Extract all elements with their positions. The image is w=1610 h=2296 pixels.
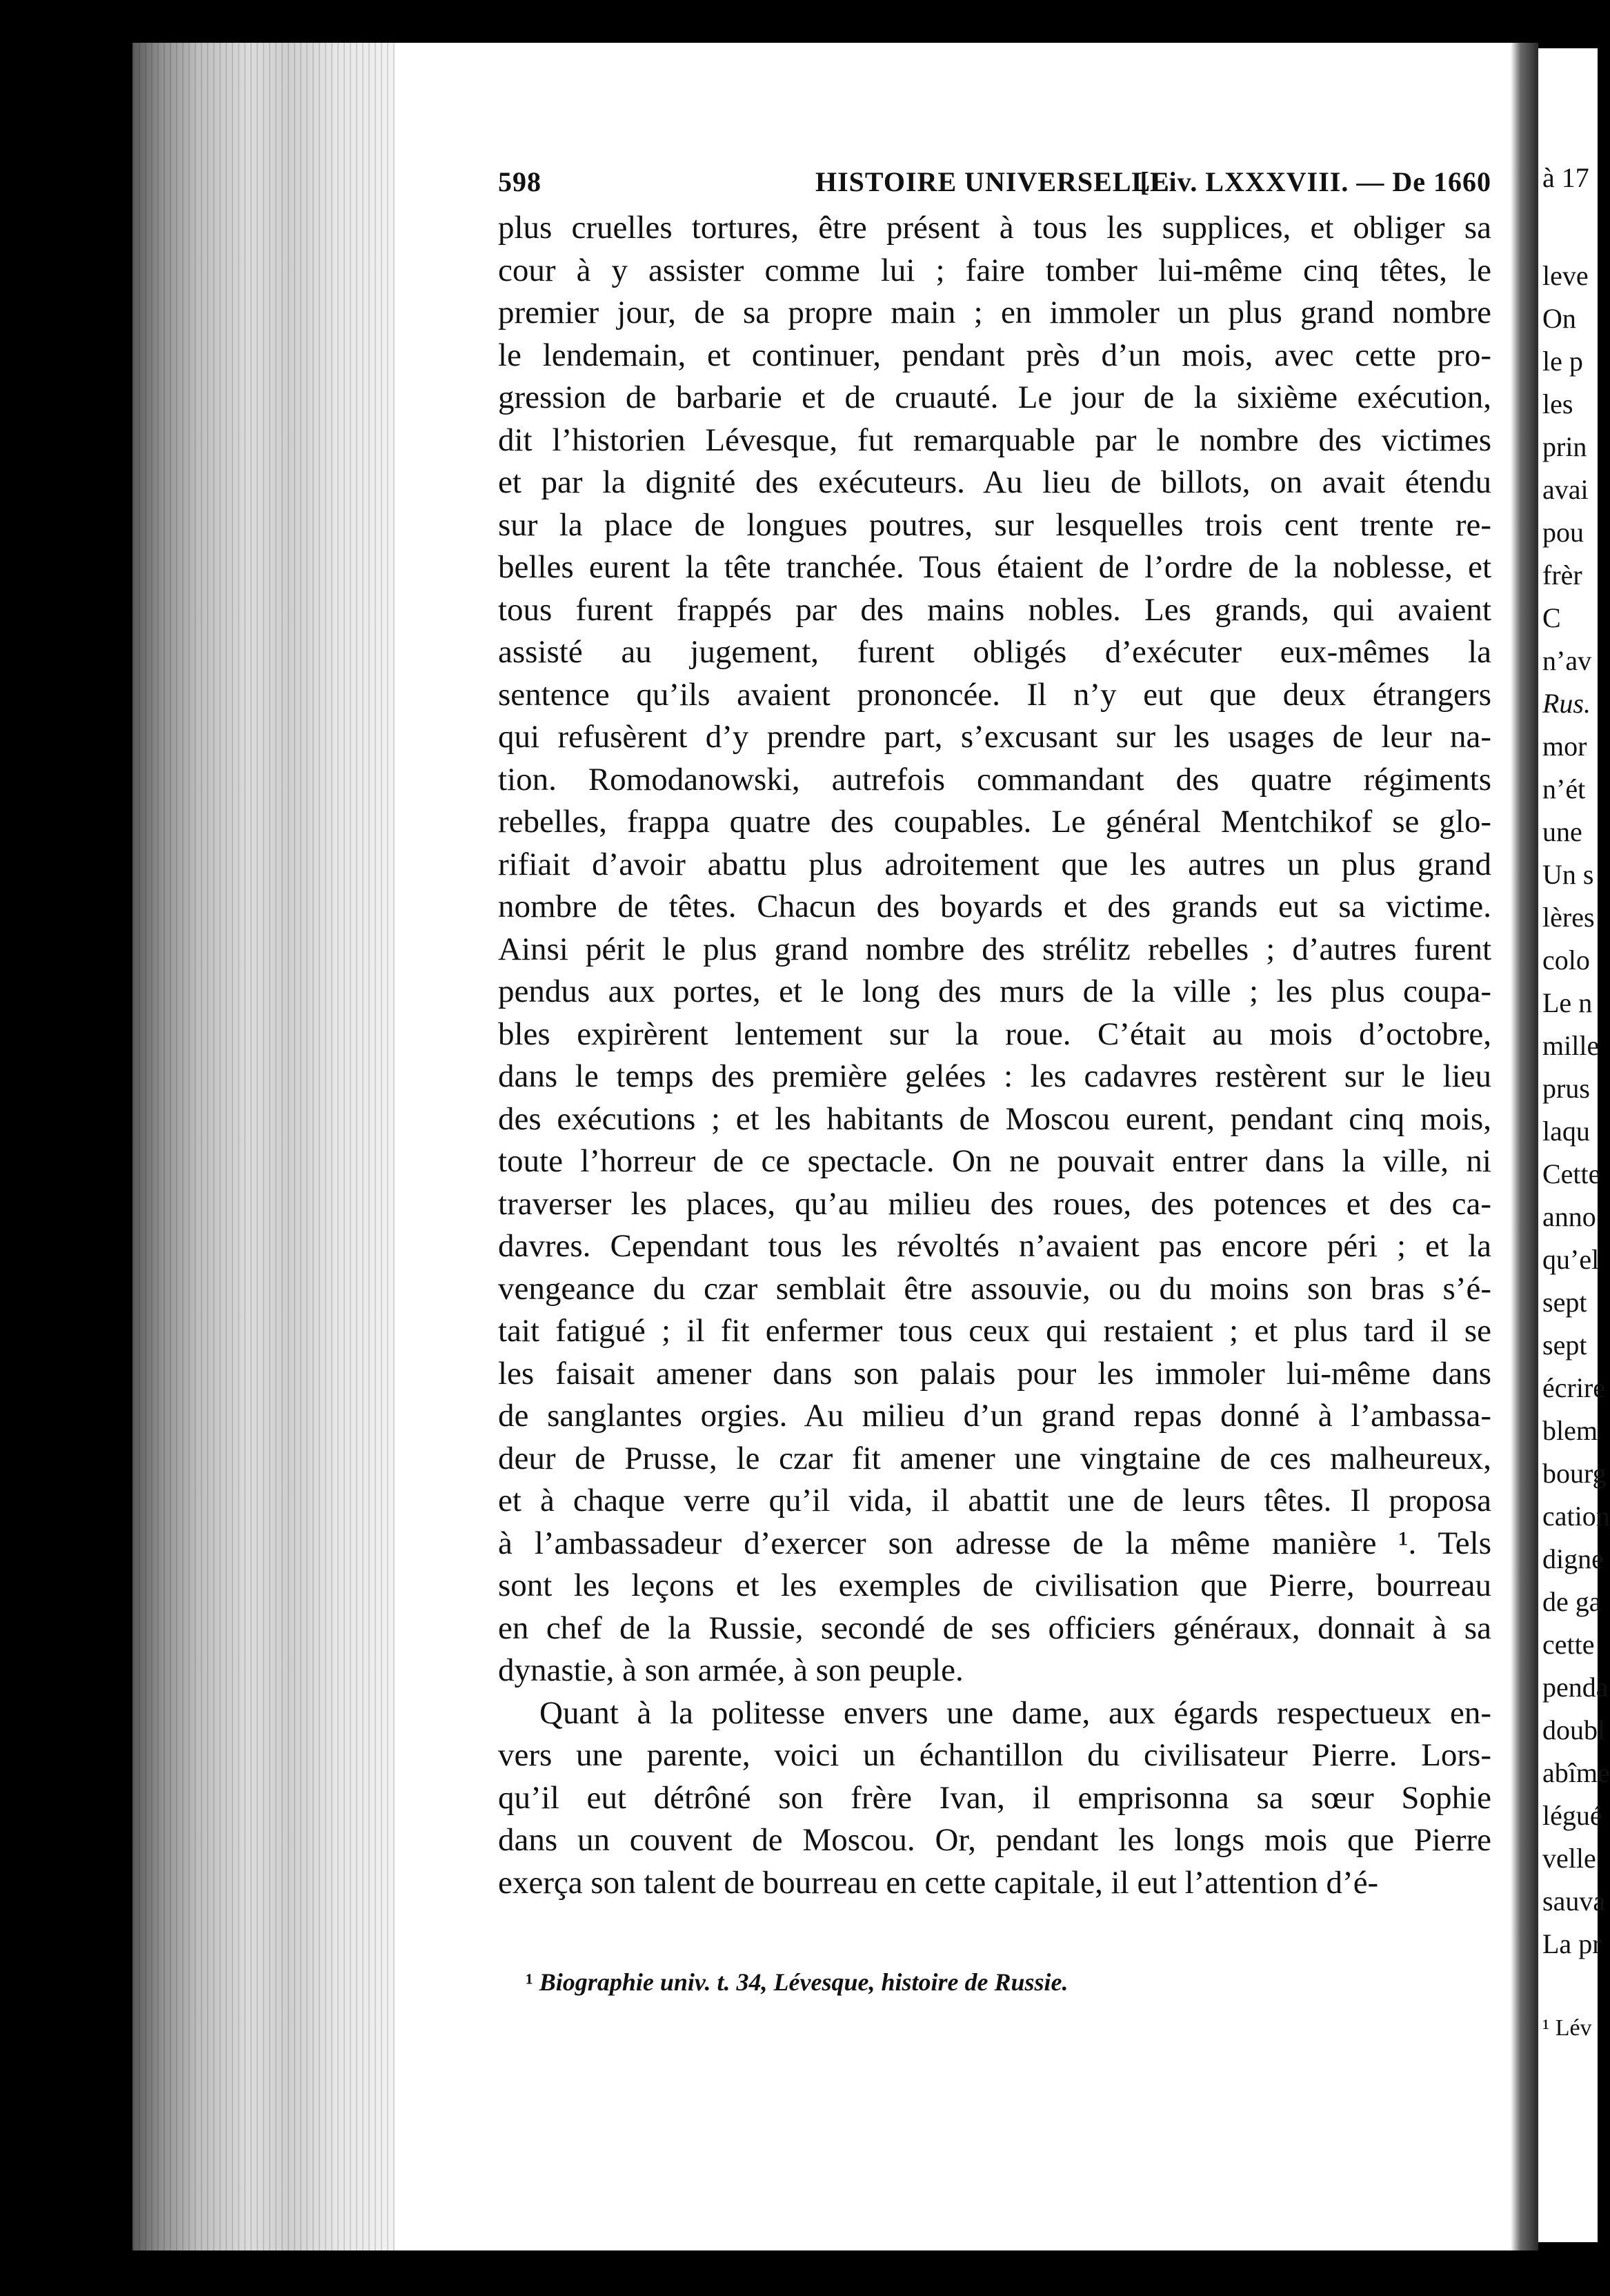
facing-page-fragment: [1538, 48, 1610, 2242]
facing-line: penda: [1542, 1672, 1609, 1703]
text-line: premier jour, de sa propre main ; en immoler un plus grand nombre: [498, 295, 1491, 330]
facing-line: qu’el: [1542, 1244, 1600, 1275]
facing-line: prin: [1542, 431, 1587, 462]
page-edges-stack: [132, 43, 395, 2250]
text-line: traverser les places, qu’au milieu des roues, des potences et des ca-: [498, 1185, 1491, 1222]
text-line: dit l’historien Lévesque, fut remarquable par le nombre des victimes: [498, 422, 1491, 458]
facing-line: avai: [1542, 474, 1589, 505]
text-line: deur de Prusse, le czar fit amener une vingtaine de ces malheureux,: [498, 1440, 1491, 1476]
facing-line: sept: [1542, 1329, 1587, 1360]
running-title: HISTOIRE UNIVERSELLE: [815, 166, 1170, 197]
book-gutter: [1511, 43, 1538, 2250]
facing-line: doubl: [1542, 1714, 1606, 1745]
text-line: nombre de têtes. Chacun des boyards et des grands eut sa victime.: [498, 889, 1491, 924]
text-line: tous furent frappés par des mains nobles. Les grands, qui avaient: [498, 591, 1491, 628]
text-line: rebelles, frappa quatre des coupables. Le général Mentchikof se glo-: [498, 804, 1491, 840]
text-line: qu’il eut détrôné son frère Ivan, il emprisonna sa sœur Sophie: [498, 1779, 1491, 1816]
facing-line: de ga: [1542, 1586, 1602, 1617]
facing-line: prus: [1542, 1073, 1590, 1104]
facing-line: pou: [1542, 517, 1584, 548]
facing-line: n’ét: [1542, 773, 1586, 804]
footnote-mark: ¹: [526, 1968, 533, 1996]
facing-line: sept: [1542, 1287, 1587, 1318]
text-line: dans le temps des première gelées : les cadavres restèrent sur le lieu: [498, 1058, 1491, 1094]
facing-line: une: [1542, 816, 1582, 847]
text-line: sur la place de longues poutres, sur lesquelles trois cent trente re-: [498, 506, 1491, 543]
text-line: bles expirèrent lentement sur la roue. C’était au mois d’octobre,: [498, 1016, 1491, 1052]
text-line: pendus aux portes, et le long des murs de la ville ; les plus coupa-: [498, 973, 1491, 1009]
facing-line: mor: [1542, 731, 1587, 762]
facing-line: mille: [1542, 1030, 1600, 1061]
facing-line: blem: [1542, 1415, 1598, 1446]
text-line: dynastie, à son armée, à son peuple.: [498, 1652, 964, 1688]
running-section: [Liv. LXXXVIII. — De 1660: [1140, 166, 1491, 197]
text-line: tait fatigué ; il fit enfermer tous ceux qui restaient ; et plus tard il se: [498, 1313, 1491, 1349]
text-line: assisté au jugement, furent obligés d’exécuter eux-mêmes la: [498, 634, 1491, 670]
text-line: et à chaque verre qu’il vida, il abattit une de leurs têtes. Il proposa: [498, 1483, 1491, 1518]
text-line: de sanglantes orgies. Au milieu d’un grand repas donné à l’ambassa-: [498, 1398, 1491, 1434]
page-number: 598: [498, 166, 541, 197]
facing-line: velle: [1542, 1843, 1596, 1874]
text-line: Ainsi périt le plus grand nombre des strélitz rebelles ; d’autres furent: [498, 931, 1491, 967]
text-line: cour à y assister comme lui ; faire tomber lui-même cinq têtes, le: [498, 252, 1491, 288]
facing-line: les: [1542, 388, 1573, 419]
facing-line: cation: [1542, 1501, 1610, 1532]
facing-line: Cette: [1542, 1158, 1601, 1189]
text-line: vers une parente, voici un échantillon du civilisateur Pierre. Lors-: [498, 1737, 1491, 1773]
facing-line: Le n: [1542, 987, 1593, 1018]
text-line: gression de barbarie et de cruauté. Le jour de la sixième exécution,: [498, 379, 1491, 415]
text-line: le lendemain, et continuer, pendant près d’un mois, avec cette pro-: [498, 337, 1491, 373]
text-line: les faisait amener dans son palais pour les immoler lui-même dans: [498, 1355, 1491, 1392]
facing-line: bourg: [1542, 1458, 1607, 1489]
facing-line: lères: [1542, 902, 1595, 933]
facing-line: écrire: [1542, 1372, 1606, 1403]
text-line: en chef de la Russie, secondé de ses officiers généraux, donnait à sa: [498, 1610, 1491, 1646]
text-line: vengeance du czar semblait être assouvie, ou du moins son bras s’é-: [498, 1270, 1491, 1307]
facing-line: La pr: [1542, 1928, 1602, 1959]
text-line: qui refusèrent d’y prendre part, s’excusant sur les usages de leur na-: [498, 719, 1491, 755]
facing-line: anno: [1542, 1201, 1596, 1232]
text-line: Quant à la politesse envers une dame, aux égards respectueux en-: [539, 1694, 1491, 1731]
facing-line: Un s: [1542, 859, 1594, 890]
paragraph-2: [498, 1692, 1491, 1905]
facing-line: le p: [1542, 346, 1583, 377]
running-header: [498, 166, 1491, 207]
facing-line: On: [1542, 303, 1576, 334]
facing-footnote: ¹ Lév: [1542, 2015, 1592, 2041]
page-body: [498, 207, 1491, 1904]
facing-line: Rus.: [1542, 688, 1591, 719]
footnote-text: Biographie univ. t. 34, Lévesque, histoire de Russie.: [539, 1968, 1069, 1996]
facing-line: légué: [1542, 1800, 1602, 1831]
footnote: [526, 1968, 1491, 1997]
text-line: et par la dignité des exécuteurs. Au lieu de billots, on avait étendu: [498, 464, 1491, 500]
facing-line: abîme: [1542, 1757, 1610, 1788]
text-line: sont les leçons et les exemples de civilisation que Pierre, bourreau: [498, 1567, 1491, 1603]
facing-line: n’av: [1542, 645, 1592, 676]
facing-line: frèr: [1542, 560, 1582, 591]
facing-page-header: à 17: [1542, 162, 1589, 193]
text-line: plus cruelles tortures, être présent à tous les supplices, et obliger sa: [498, 210, 1491, 246]
text-line: dans un couvent de Moscou. Or, pendant les longs mois que Pierre: [498, 1822, 1491, 1858]
facing-line: colo: [1542, 944, 1590, 976]
text-line: belles eurent la tête tranchée. Tous étaient de l’ordre de la noblesse, et: [498, 549, 1491, 585]
text-line: des exécutions ; et les habitants de Moscou eurent, pendant cinq mois,: [498, 1100, 1491, 1137]
facing-line: leve: [1542, 260, 1589, 291]
facing-line: digne: [1542, 1543, 1604, 1574]
text-line: tion. Romodanowski, autrefois commandant des quatre régiments: [498, 761, 1491, 798]
text-line: sentence qu’ils avaient prononcée. Il n’y eut que deux étrangers: [498, 676, 1491, 713]
facing-line: cette: [1542, 1629, 1595, 1660]
text-line: rifiait d’avoir abattu plus adroitement que les autres un plus grand: [498, 846, 1491, 882]
facing-line: laqu: [1542, 1116, 1590, 1147]
paragraph-1: [498, 207, 1491, 1692]
facing-line: sauva: [1542, 1886, 1606, 1917]
text-line: toute l’horreur de ce spectacle. On ne pouvait entrer dans la ville, ni: [498, 1143, 1491, 1179]
text-line: davres. Cependant tous les révoltés n’avaient pas encore péri ; et la: [498, 1228, 1491, 1264]
text-line: à l’ambassadeur d’exercer son adresse de la même manière ¹. Tels: [498, 1525, 1491, 1561]
text-line: exerça son talent de bourreau en cette capitale, il eut l’attention d’é-: [498, 1864, 1379, 1901]
facing-line: C: [1542, 602, 1561, 633]
